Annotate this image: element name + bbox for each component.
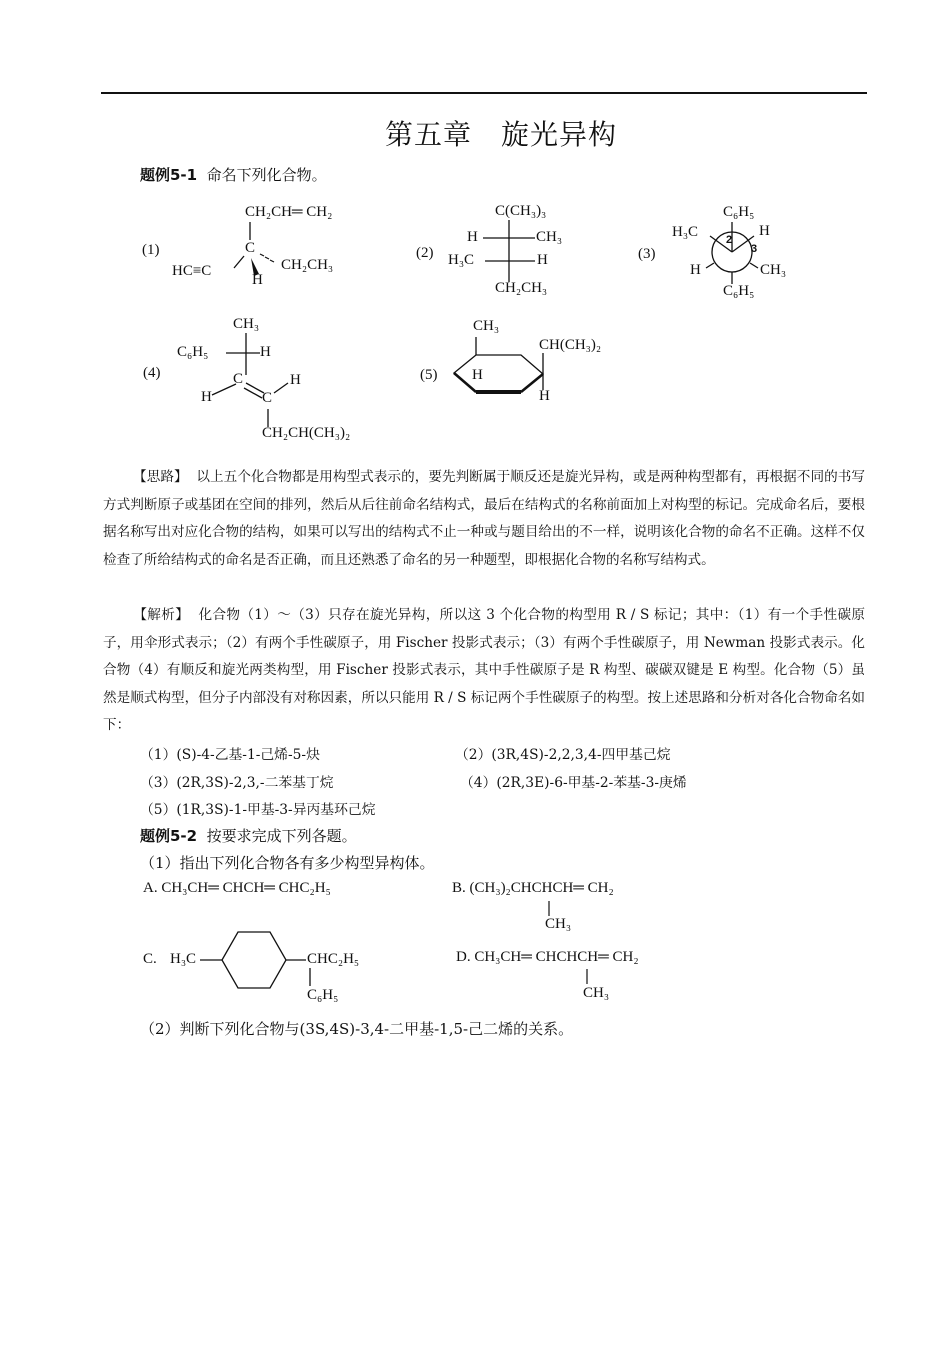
compound-D-bond [583, 968, 593, 986]
compound-C-label: C. [143, 951, 157, 967]
answer-1: （1）(S)-4-乙基-1-己烯-5-炔 [140, 747, 320, 763]
compound-A: A. CH₃CH═ CHCH═ CHC₂H₅ [143, 880, 331, 896]
s2-r1-right: CH₃ [536, 229, 563, 245]
s3-tr: H [759, 223, 770, 239]
silu-tag: 【思路】 [133, 469, 188, 485]
compound-D: D. CH₃CH═ CHCHCH═ CH₂ [456, 949, 639, 965]
s3-tl: H₃C [672, 224, 699, 240]
jiexi-paragraph [103, 602, 865, 740]
s3-bottom: C₆H₅ [723, 283, 755, 299]
example-5-2-heading [140, 825, 357, 846]
answer-2: （2）(3R,4S)-2,2,3,4-四甲基己烷 [455, 747, 671, 763]
example-question: 命名下列化合物。 [206, 166, 327, 184]
structure-3 [670, 200, 800, 304]
label-3: (3) [638, 246, 656, 262]
structure-5 [446, 315, 626, 410]
header-rule [101, 92, 867, 94]
compound-C-ring [198, 928, 313, 992]
compound-D-sub: CH₃ [583, 985, 610, 1001]
answer-3: （3）(2R,3S)-2,3,-二苯基丁烷 [140, 775, 334, 791]
compound-C-left: H₃C [170, 951, 197, 967]
part-2-text: （2）判断下列化合物与(3S,4S)-3,4-二甲基-1,5-己二烯的关系。 [140, 1020, 574, 1038]
s4-top: CH₃ [233, 316, 260, 332]
s1-bottom: H [252, 272, 263, 288]
chapter-title: 第五章 旋光异构 [384, 118, 617, 151]
s3-bl: H [690, 262, 701, 278]
s1-left: HC≡C [172, 263, 212, 279]
s2-r1-left: H [467, 229, 478, 245]
s1-top: CH₂CH═ CH₂ [245, 204, 333, 220]
structure-2 [445, 200, 575, 304]
label-5: (5) [420, 367, 438, 383]
s2-bottom: CH₂CH₃ [495, 280, 548, 296]
compound-B: B. (CH₃)₂CHCHCH═ CH₂ [452, 880, 614, 896]
label-4: (4) [143, 365, 161, 381]
label-1: (1) [142, 242, 160, 258]
answer-4: （4）(2R,3E)-6-甲基-2-苯基-3-庚烯 [460, 775, 687, 791]
s2-top: C(CH₃)₃ [495, 203, 547, 219]
silu-paragraph [103, 464, 865, 574]
s1-center: C [245, 240, 256, 256]
example-question-2: 按要求完成下列各题。 [206, 827, 357, 845]
label-2: (2) [416, 245, 434, 261]
s2-r2-left: H₃C [448, 252, 475, 268]
s5-top: CH₃ [473, 318, 500, 334]
s4-left: C₆H₅ [177, 344, 209, 360]
compound-B-sub: CH₃ [545, 916, 572, 932]
s1-right: CH₂CH₃ [281, 257, 334, 273]
s4-right: H [260, 344, 271, 360]
s3-br: CH₃ [760, 262, 787, 278]
s5-h-bottom: H [539, 388, 550, 404]
structure-4 [172, 313, 382, 447]
example-5-1-heading [140, 164, 327, 185]
structure-1 [168, 200, 368, 295]
jiexi-text: 化合物（1）～（3）只存在旋光异构，所以这 3 个化合物的构型用 R / S 标记；其中：（1）有一个手性碳原子，用伞形式表示；（2）有两个手性碳原子，用 Fischer 投影式表示；（3）有两个手性碳原子，用 Newman 投影式表示。化合物（4）有顺反和旋光两类构型，用 Fischer 投影式表示，其中手性碳原子是 R 构型、碳碳双键是 E 构型。化合物（5）虽然是顺式构型，但分子内部没有对称因素，所以只能用 R / S 标记两个手性碳原子的构型。按上述思路和分析对各化合物命名如下： [103, 607, 865, 733]
s4-h2: H [201, 389, 212, 405]
answer-5: （5）(1R,3S)-1-甲基-3-异丙基环己烷 [140, 802, 376, 818]
s4-h1: H [290, 372, 301, 388]
compound-C-right: CHC₂H₅ [307, 951, 360, 967]
jiexi-tag: 【解析】 [133, 607, 190, 623]
s3-num2: 2 [726, 234, 733, 246]
s5-h-inner: H [472, 367, 483, 383]
example-number: 题例5-1 [140, 166, 198, 184]
compound-C-sub: C₆H₅ [307, 987, 339, 1003]
s4-c1: C [233, 371, 244, 387]
part-1-text: （1）指出下列化合物各有多少构型异构体。 [140, 854, 435, 872]
s3-top: C₆H₅ [723, 204, 755, 220]
s3-num3: 3 [751, 243, 758, 255]
s4-bottom: CH₂CH(CH₃)₂ [262, 425, 351, 441]
example-number-2: 题例5-2 [140, 827, 198, 845]
s5-right: CH(CH₃)₂ [539, 337, 602, 353]
s4-c2: C [262, 390, 273, 406]
silu-text: 以上五个化合物都是用构型式表示的，要先判断属于顺反还是旋光异构，或是两种构型都有，再根据不同的书写方式判断原子或基团在空间的排列，然后从后往前命名结构式，最后在结构式的名称前面加上对构型的标记。完成命名后，要根据名称写出对应化合物的结构，如果可以写出的结构式不止一种或与题目给出的不一样，说明该化合物的命名不正确。这样不仅检查了所给结构式的命名是否正确，而且还熟悉了命名的另一种题型，即根据化合物的名称写结构式。 [103, 469, 865, 568]
s2-r2-right: H [537, 252, 548, 268]
